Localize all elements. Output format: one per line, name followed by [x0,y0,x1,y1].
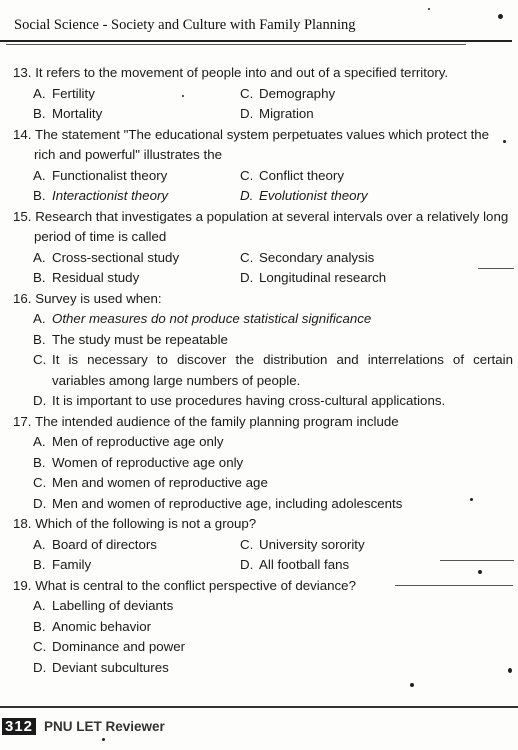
option-letter: C. [33,639,47,654]
scan-speck [182,95,184,97]
option-letter: B. [33,331,46,347]
option-text: Labelling of deviants [52,598,174,613]
option-letter: B. [33,618,46,634]
option-d [240,186,513,207]
question-text: Which of the following is not a group? [35,516,257,531]
scan-speck [470,498,473,501]
option-text: Deviant subcultures [52,659,169,675]
question-14 [13,125,513,207]
question-18 [13,514,513,576]
option-letter: D. [33,659,47,675]
option-letter: A. [33,598,46,613]
option-b [33,555,240,576]
question-13 [13,63,513,125]
question-17 [13,412,513,515]
scan-speck [478,570,482,574]
option-letter: D. [240,557,254,572]
option-text: Men of reproductive age only [52,434,224,449]
option-letter: A. [33,434,46,449]
option-text: Fertility [52,85,95,101]
option-a [33,596,513,617]
option-c [33,637,513,658]
question-text: The intended audience of the family planning program include [34,413,399,429]
option-c [240,248,513,269]
option-text: Functionalist theory [52,167,168,183]
option-letter: D. [33,495,47,511]
option-letter: B. [33,106,46,121]
option-text: Anomic behavior [52,618,152,634]
option-letter: D. [240,106,254,121]
options [13,84,513,125]
option-a [33,535,240,556]
options [13,166,513,207]
option-text: It is important to use procedures having cross-cultural applications. [52,393,446,408]
option-letter: B. [33,188,46,203]
option-text: Other measures do not produce statistical significance [52,311,372,326]
option-letter: A. [33,311,46,326]
scan-speck [498,14,503,19]
option-letter: D. [33,393,47,408]
option-letter: C. [240,249,254,265]
option-letter: A. [33,85,46,101]
option-letter: C. [240,536,254,552]
option-letter: A. [33,536,46,552]
option-text: Demography [259,85,336,101]
option-letter: A. [33,249,46,265]
option-letter: C. [240,85,254,101]
option-c [240,166,513,187]
question-number: 18. [13,516,32,531]
options [13,535,513,576]
option-a [33,84,240,105]
option-text: It is necessary to discover the distribution and interrelations of certain variables among large numbers of people. [52,352,513,388]
option-b [33,104,240,125]
option-letter: C. [240,167,254,183]
question-number: 19. [13,577,32,593]
option-text: Residual study [52,270,140,285]
question-number: 15. [13,208,32,224]
option-a [33,309,513,330]
scan-speck [508,668,512,673]
option-c [240,84,513,105]
header-rule [0,40,512,42]
scan-speck [102,738,105,741]
options [13,309,513,412]
option-text: Men and women of reproductive age, including adolescents [52,495,403,511]
option-b [33,268,240,289]
options [13,596,513,678]
scan-speck [428,8,430,10]
option-letter: C. [33,475,47,490]
option-c [33,473,513,494]
question-19 [13,576,513,679]
question-stem [13,514,513,535]
scan-line [478,268,514,269]
question-number: 16. [13,290,32,306]
question-stem [13,412,513,433]
option-letter: B. [33,454,46,470]
question-number: 14. [13,126,32,142]
option-text: Cross-sectional study [52,249,180,265]
question-text: Research that investigates a population at several intervals over a relatively long period of time is called [34,208,509,244]
question-15 [13,207,513,289]
option-a [33,166,240,187]
question-stem [13,125,513,166]
option-b [33,186,240,207]
option-a [33,248,240,269]
option-letter: C. [33,352,47,367]
option-letter: B. [33,557,46,572]
question-text: It refers to the movement of people into and out of a specified territory. [35,65,449,80]
option-d [240,555,513,576]
scan-line [440,560,514,561]
options [13,432,513,514]
page-number: 312 [2,718,36,735]
option-text: Evolutionist theory [259,188,368,203]
book-title: PNU LET Reviewer [44,719,165,734]
option-text: Secondary analysis [259,249,375,265]
question-text: Survey is used when: [35,290,162,306]
question-stem [13,289,513,310]
question-text: What is central to the conflict perspective of deviance? [35,577,356,593]
option-letter: B. [33,270,46,285]
options [13,248,513,289]
header-rule-thin [6,44,466,45]
option-b [33,617,513,638]
option-text: Family [52,557,92,572]
question-number: 17. [13,413,32,429]
option-text: Migration [259,106,314,121]
option-d [33,494,513,515]
question-text: The statement "The educational system perpetuates values which protect the rich and powerful" illustrates the [34,126,490,162]
option-d [240,268,513,289]
question-stem [13,207,513,248]
option-letter: A. [33,167,46,183]
option-c [33,350,513,391]
option-d [240,104,513,125]
option-text: Men and women of reproductive age [52,475,268,490]
option-b [33,453,513,474]
option-letter: D. [240,270,254,285]
question-stem [13,63,513,84]
option-d [33,391,513,412]
option-text: Interactionist theory [52,188,169,203]
question-number: 13. [13,65,32,80]
footer-rule [0,706,518,708]
option-b [33,330,513,351]
scan-speck [410,683,414,687]
option-a [33,432,513,453]
scan-line [395,585,513,586]
option-text: Conflict theory [259,167,344,183]
option-text: Women of reproductive age only [52,454,244,470]
option-text: Mortality [52,106,103,121]
option-letter: D. [240,188,254,203]
running-header: Social Science - Society and Culture with Family Planning [14,17,356,33]
scan-speck [503,140,506,143]
option-text: University sorority [259,536,365,552]
question-16 [13,289,513,412]
option-d [33,658,513,679]
option-text: All football fans [259,557,350,572]
option-text: Dominance and power [52,639,186,654]
option-text: Board of directors [52,536,157,552]
option-text: The study must be repeatable [52,331,228,347]
option-text: Longitudinal research [259,270,387,285]
option-c [240,535,513,556]
